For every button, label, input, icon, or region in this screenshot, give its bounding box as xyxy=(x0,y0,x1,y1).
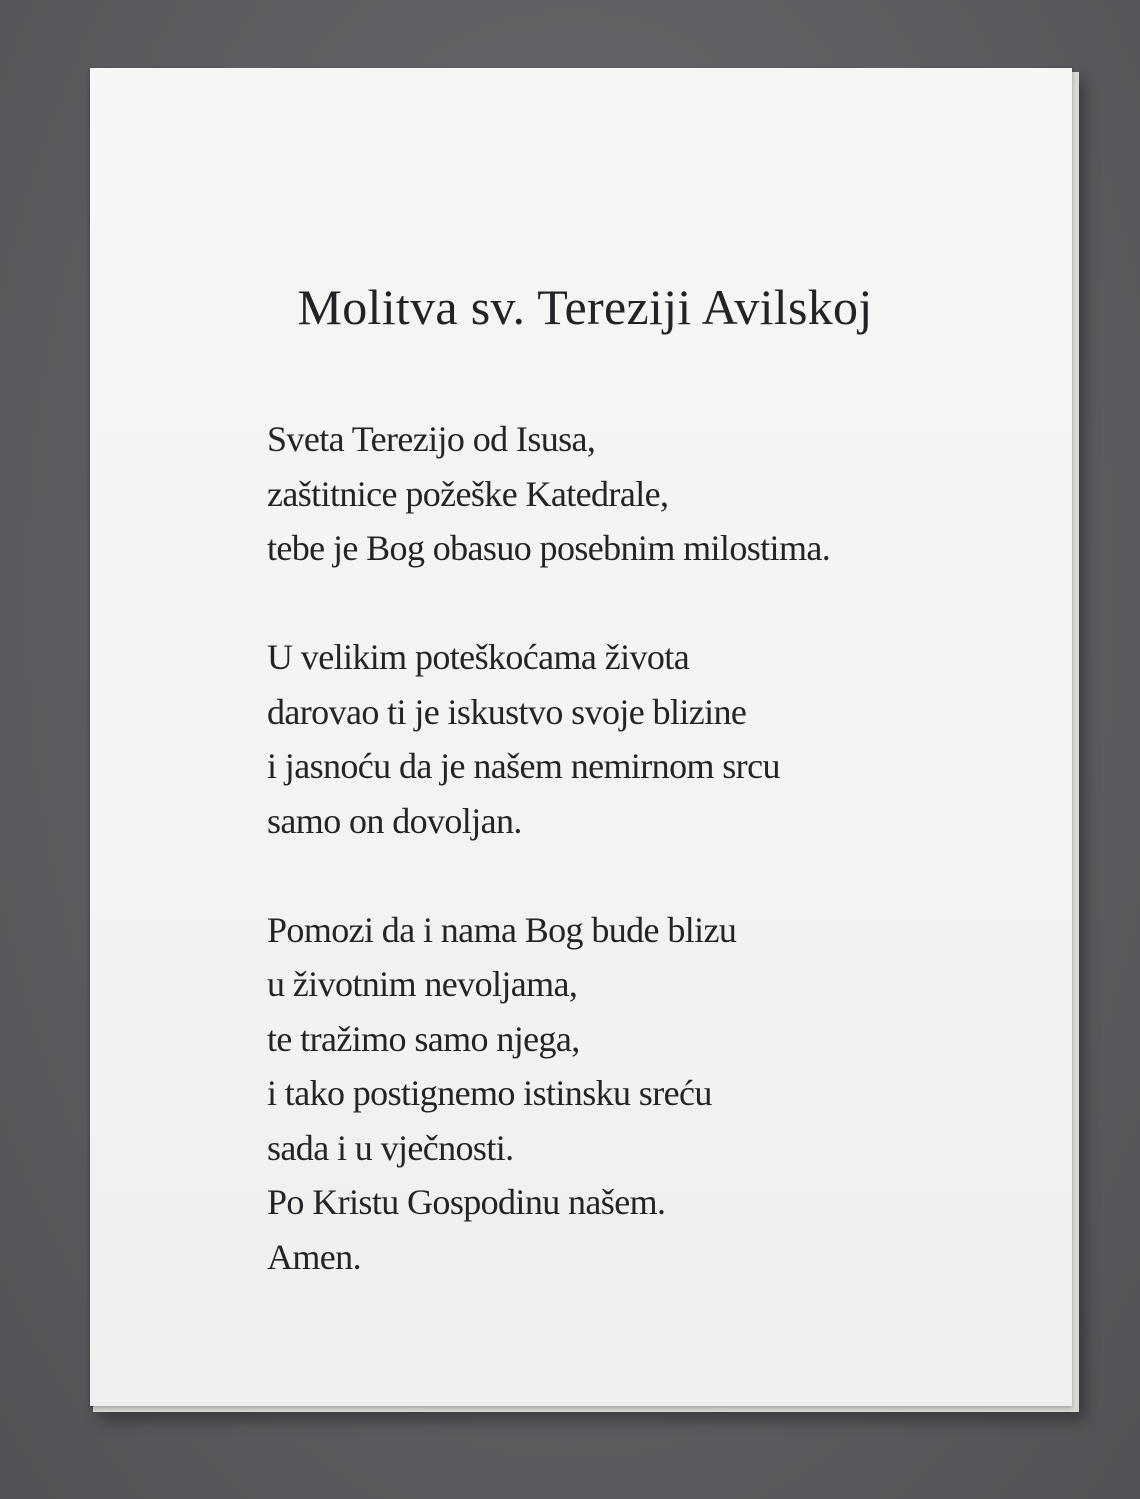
prayer-line: i jasnoću da je našem nemirnom srcu xyxy=(267,746,780,786)
prayer-line: Pomozi da i nama Bog bude blizu xyxy=(267,909,737,950)
stanza-2 xyxy=(267,630,1047,848)
prayer-line: Amen. xyxy=(267,1236,361,1277)
prayer-line: zaštitnice požeške Katedrale, xyxy=(267,473,669,514)
prayer-text xyxy=(267,412,1047,1284)
stanza-3 xyxy=(267,903,1047,1285)
prayer-line: u životnim nevoljama, xyxy=(267,964,578,1004)
stanza-1 xyxy=(267,412,1047,576)
prayer-line: tebe je Bog obasuo posebnim milostima. xyxy=(267,528,831,568)
prayer-line: te tražimo samo njega, xyxy=(267,1018,580,1059)
prayer-line: i tako postignemo istinsku sreću xyxy=(267,1073,712,1113)
prayer-line: sada i u vječnosti. xyxy=(267,1127,514,1168)
prayer-line: Po Kristu Gospodinu našem. xyxy=(267,1182,666,1222)
prayer-line: U velikim poteškoćama života xyxy=(267,637,690,677)
prayer-title: Molitva sv. Tereziji Avilskoj xyxy=(297,279,873,335)
prayer-line: samo on dovoljan. xyxy=(267,800,522,841)
prayer-line: darovao ti je iskustvo svoje blizine xyxy=(267,691,747,732)
prayer-card xyxy=(90,68,1072,1406)
prayer-line: Sveta Terezijo od Isusa, xyxy=(267,419,596,459)
